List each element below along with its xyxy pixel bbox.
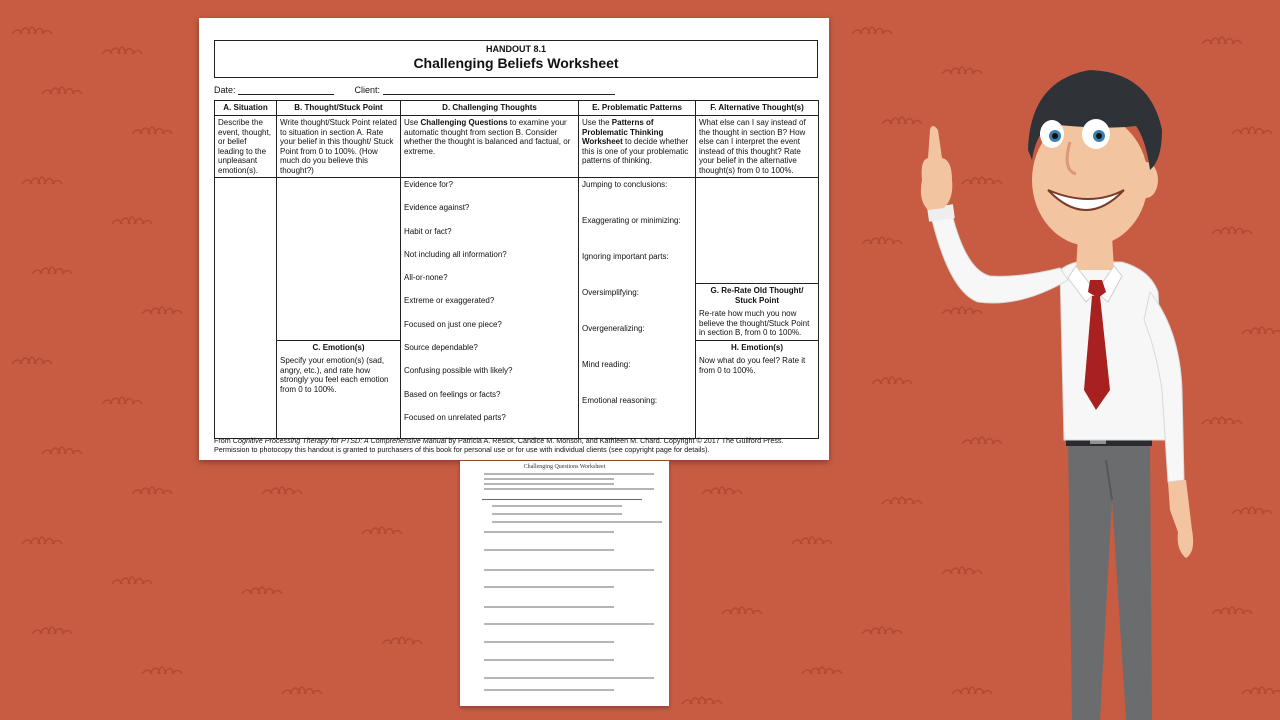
column-b-header: B. Thought/Stuck Point <box>277 101 401 116</box>
grass-tuft-icon <box>10 20 54 34</box>
column-b-instructions: Write thought/Stuck Point related to situation in section A. Rate your belief in this thought/ Stuck Point from 0 to 100%. (How much do you believe this thought?) <box>277 116 401 178</box>
client-label: Client: <box>354 85 381 95</box>
grass-tuft-icon <box>20 170 64 184</box>
column-f-instructions: What else can I say instead of the thought in section B? How else can I interpret the event instead of this thought? Rate your belief in the alternative thought(s) from 0 to 100%. <box>696 116 819 178</box>
sheet2-text-line <box>484 549 614 551</box>
grass-tuft-icon <box>1230 500 1274 514</box>
grass-tuft-icon <box>380 630 424 644</box>
problematic-pattern-item: Oversimplifying: <box>582 288 639 297</box>
challenging-question-item: Not including all information? <box>404 249 507 259</box>
grass-tuft-icon <box>130 480 174 494</box>
sheet2-text-line <box>484 483 614 485</box>
alternative-thought-blank-area <box>696 178 819 341</box>
grass-tuft-icon <box>790 530 834 544</box>
challenging-question-item: Focused on unrelated parts? <box>404 412 506 422</box>
grass-tuft-icon <box>1240 320 1280 334</box>
grass-tuft-icon <box>30 620 74 634</box>
column-g-header: G. Re-Rate Old Thought/ Stuck Point <box>710 286 804 305</box>
column-e-instructions: Use the Patterns of Problematic Thinking Worksheet to decide whether this is one of your problematic patterns of thinking. <box>579 116 696 178</box>
date-client-line <box>214 85 824 95</box>
grass-tuft-icon <box>140 660 184 674</box>
grass-tuft-icon <box>40 80 84 94</box>
sheet2-text-line <box>492 521 662 523</box>
grass-tuft-icon <box>860 230 904 244</box>
grass-tuft-icon <box>360 520 404 534</box>
column-h-header: H. Emotion(s) <box>731 342 783 352</box>
challenging-question-item: All-or-none? <box>404 273 448 283</box>
sheet2-text-line <box>484 569 654 571</box>
challenging-question-item: Confusing possible with likely? <box>404 366 513 376</box>
grass-tuft-icon <box>40 440 84 454</box>
sheet2-text-line <box>484 478 614 480</box>
challenging-question-item: Based on feelings or facts? <box>404 389 501 399</box>
sheet2-text-line <box>492 505 622 507</box>
thought-blank-area <box>277 178 401 341</box>
situation-blank-area <box>215 178 277 439</box>
challenging-beliefs-handout <box>199 18 829 460</box>
challenging-questions-list <box>401 178 579 439</box>
problematic-pattern-item: Jumping to conclusions: <box>582 180 668 189</box>
grass-tuft-icon <box>700 480 744 494</box>
worksheet-table <box>214 100 819 439</box>
grass-tuft-icon <box>680 690 724 704</box>
grass-tuft-icon <box>130 120 174 134</box>
grass-tuft-icon <box>280 680 324 694</box>
column-a-instructions: Describe the event, thought, or belief leading to the unpleasant emotion(s). <box>215 116 277 178</box>
presenter-man-illustration <box>900 30 1230 720</box>
column-a-header: A. Situation <box>215 101 277 116</box>
grass-tuft-icon <box>1240 680 1280 694</box>
grass-tuft-icon <box>260 480 304 494</box>
grass-tuft-icon <box>800 660 844 674</box>
handout-footer: From Cognitive Processing Therapy for PTSD: A Comprehensive Manual by Patricia A. Resick, Candice M. Monson, and Kathleen M. Chard. Copyright © 2017 The Guilford Press. Permission to photocopy this handout is granted to purchasers of this book for personal use or for use with individual clients (see copyright page for details). <box>214 436 784 454</box>
handout-header <box>214 40 818 78</box>
grass-tuft-icon <box>140 300 184 314</box>
sheet2-text-line <box>484 488 654 490</box>
sheet2-text-line <box>484 677 654 679</box>
grass-tuft-icon <box>1230 120 1274 134</box>
sheet2-text-line <box>484 606 614 608</box>
problematic-pattern-item: Overgeneralizing: <box>582 324 645 333</box>
emotion-cell <box>277 340 401 438</box>
sheet2-title: Challenging Questions Worksheet <box>523 464 606 470</box>
grass-tuft-icon <box>30 260 74 274</box>
problematic-pattern-item: Ignoring important parts: <box>582 252 669 261</box>
column-d-instructions: Use Challenging Questions to examine your automatic thought from section B. Consider whether the thought is balanced and factual, or extreme. <box>401 116 579 178</box>
problematic-pattern-item: Emotional reasoning: <box>582 396 658 405</box>
challenging-question-item: Evidence against? <box>404 203 470 213</box>
sheet2-answer-line <box>482 499 642 500</box>
challenging-question-item: Evidence for? <box>404 180 453 189</box>
grass-tuft-icon <box>10 350 54 364</box>
challenging-question-item: Habit or fact? <box>404 226 452 236</box>
challenging-question-item: Source dependable? <box>404 343 478 353</box>
sheet2-text-line <box>484 641 614 643</box>
sheet2-text-line <box>484 623 654 625</box>
column-g-instructions: Re-rate how much you now believe the thought/Stuck Point in section B, from 0 to 100%. <box>699 309 810 337</box>
sheet2-text-line <box>484 689 614 691</box>
grass-tuft-icon <box>110 570 154 584</box>
challenging-question-item: Focused on just one piece? <box>404 319 502 329</box>
sheet2-text-line <box>484 659 614 661</box>
grass-tuft-icon <box>240 580 284 594</box>
new-emotion-cell <box>696 340 819 438</box>
column-c-header: C. Emotion(s) <box>312 342 365 352</box>
column-d-header: D. Challenging Thoughts <box>401 101 579 116</box>
sheet2-text-line <box>484 473 654 475</box>
problematic-pattern-item: Exaggerating or minimizing: <box>582 216 681 225</box>
challenging-questions-worksheet <box>460 461 669 706</box>
sheet2-text-line <box>484 531 614 533</box>
column-e-header: E. Problematic Patterns <box>579 101 696 116</box>
column-f-header: F. Alternative Thought(s) <box>696 101 819 116</box>
handout-number: HANDOUT 8.1 <box>485 44 546 54</box>
problematic-patterns-list <box>579 178 696 439</box>
sheet2-text-line <box>492 513 622 515</box>
date-label: Date: <box>214 85 236 95</box>
grass-tuft-icon <box>20 530 64 544</box>
column-h-instructions: Now what do you feel? Rate it from 0 to 100%. <box>699 356 806 375</box>
grass-tuft-icon <box>100 40 144 54</box>
grass-tuft-icon <box>110 210 154 224</box>
date-field-line <box>238 86 334 95</box>
client-field-line <box>383 86 615 95</box>
challenging-question-item: Extreme or exaggerated? <box>404 296 495 306</box>
handout-title: Challenging Beliefs Worksheet <box>413 55 619 71</box>
grass-tuft-icon <box>850 20 894 34</box>
grass-tuft-icon <box>720 600 764 614</box>
grass-tuft-icon <box>860 620 904 634</box>
grass-tuft-icon <box>100 390 144 404</box>
problematic-pattern-item: Mind reading: <box>582 360 631 369</box>
column-c-instructions: Specify your emotion(s) (sad, angry, etc.), and rate how strongly you feel each emotion from 0 to 100%. <box>280 356 389 394</box>
sheet2-text-line <box>484 586 614 588</box>
